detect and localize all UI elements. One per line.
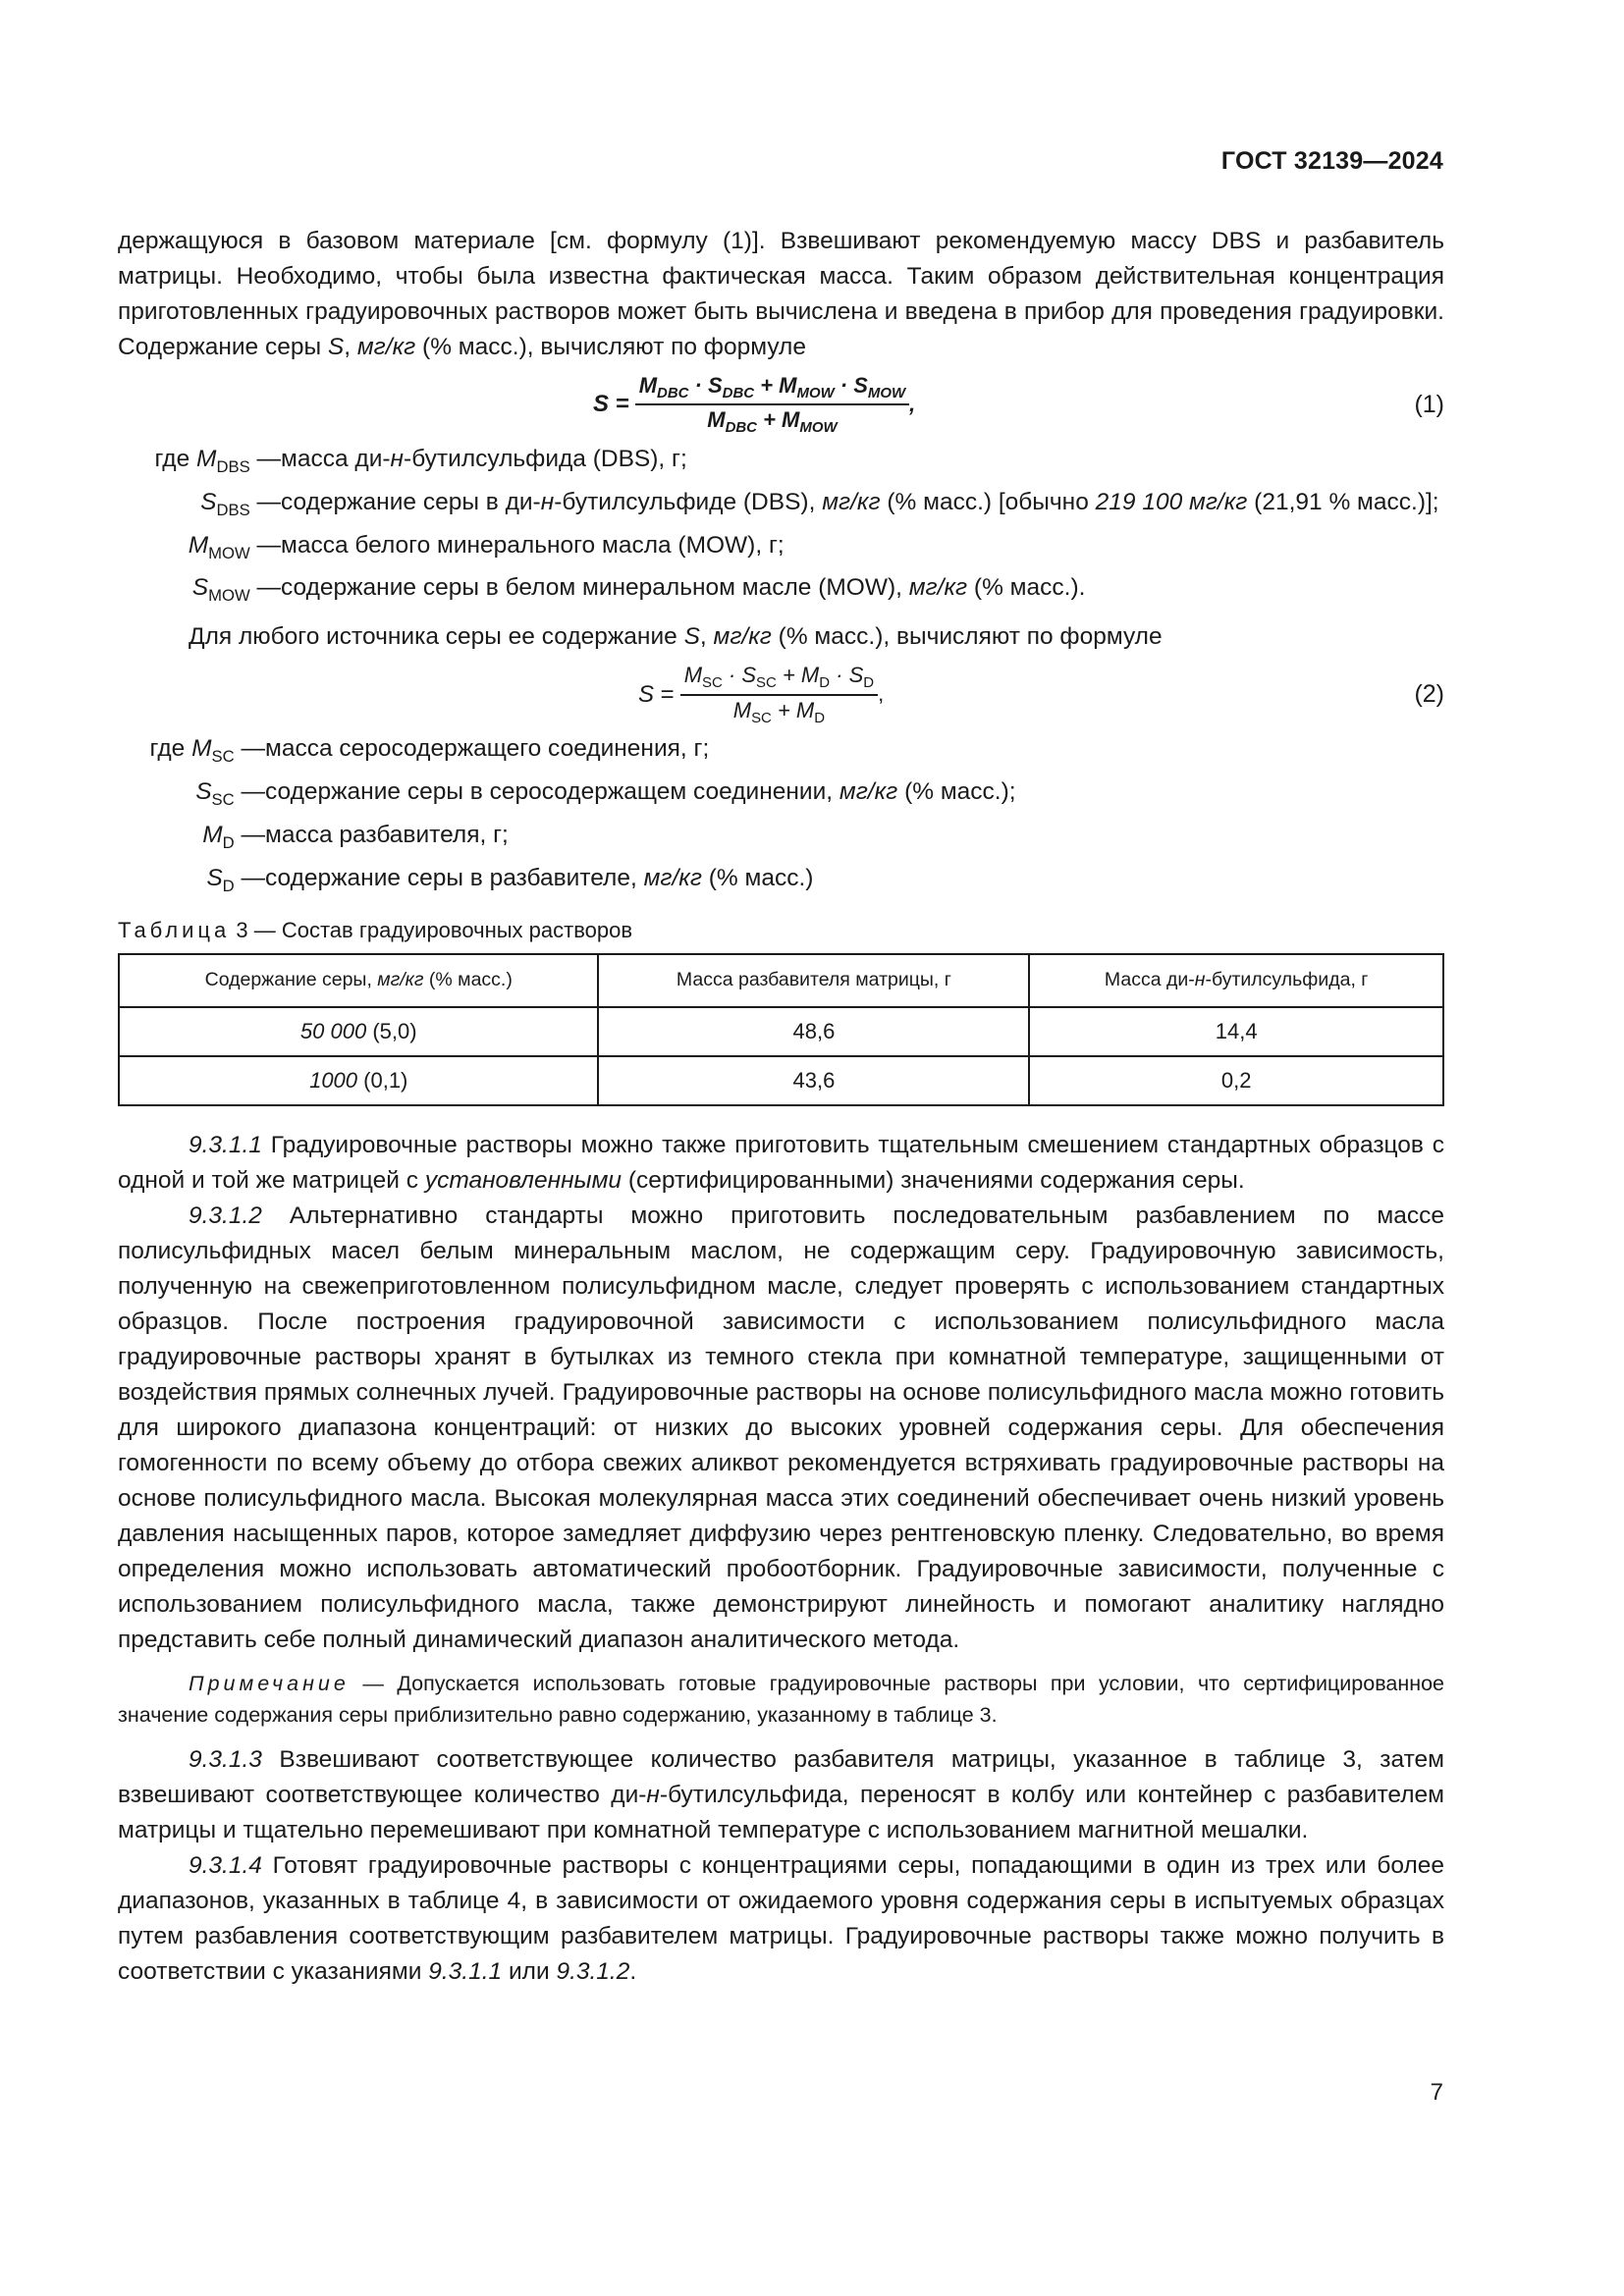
note: Примечание — Допускается использовать готовые градуировочные растворы при условии, что сертифицированное значение содержания серы приблизительно равно содержанию, указанному в таблице 3. xyxy=(118,1671,1444,1727)
table-header-row xyxy=(119,954,1443,1007)
paragraph-9-3-1-3: 9.3.1.3 Взвешивают соответствующее количество разбавителя матрицы, указанное в таблице 3, затем взвешивают соответствующее количество ди-н-бутилсульфида, переносят в колбу или контейнер с разбавителем матрицы и тщательно перемешивают при комнатной температуре с использованием магнитной мешалки. xyxy=(118,1745,1444,1843)
table-cell: 43,6 xyxy=(598,1056,1029,1105)
intro-block xyxy=(118,224,1444,1990)
table-header-cell: Масса ди-н-бутилсульфида, г xyxy=(1029,954,1443,1007)
intro-paragraph: держащуюся в базовом материале [см. формулу (1)]. Взвешивают рекомендуемую массу DBS и разбавитель матрицы. Необходимо, чтобы была известна фактическая масса. Таким образом действительная концентрация приготовленных градуировочных растворов может быть вычислена и введена в прибор для проведения градуировки. Содержание серы S, мг/кг (% масс.), вычисляют по формуле xyxy=(118,228,1444,360)
formula-1-number: (1) xyxy=(1414,391,1444,418)
table-row xyxy=(119,1056,1443,1105)
table-header-cell: Содержание серы, мг/кг (% масс.) xyxy=(119,954,598,1007)
table-cell: 14,4 xyxy=(1029,1007,1443,1056)
definition-item: $M_D$ — масса разбавителя, г; xyxy=(202,821,509,852)
definitions-2 xyxy=(118,731,1444,903)
definition-item: $S_{SC}$ — содержание серы в серосодержащем соединении, мг/кг (% масс.); xyxy=(195,778,1016,809)
table-3 xyxy=(118,953,1444,1106)
formula-2-number: (2) xyxy=(1414,680,1444,709)
definition-item: где $M_{SC}$ — масса серосодержащего соединения, г; xyxy=(149,735,710,767)
paragraph-9-3-1-4: 9.3.1.4 Готовят градуировочные растворы с концентрациями серы, попадающими в один из трех или более диапазонов, указанных в таблице 4, в зависимости от ожидаемого уровня содержания серы в испытуемых образцах путем разбавления соответствующим разбавителем матрицы. Градуировочные растворы также можно получить в соответствии с указаниями 9.3.1.1 или 9.3.1.2. xyxy=(118,1851,1444,1985)
table-3-caption: Таблица 3 — Состав градуировочных растворов xyxy=(118,917,633,942)
definition-item: $S_{DBS}$ — содержание серы в ди-н-бутилсульфиде (DBS), мг/кг (% масс.) [обычно 219 100 мг/кг (21,91 % масс.)]; xyxy=(200,488,1439,519)
table-cell: 1000 (0,1) xyxy=(119,1056,598,1105)
formula-2-denominator: $M_{SC} + M_D$ xyxy=(732,697,826,726)
definition-item: где $M_{DBS}$ — масса ди-н-бутилсульфида (DBS), г; xyxy=(154,446,687,476)
formula-1 xyxy=(118,373,1444,442)
table-cell: 50 000 (5,0) xyxy=(119,1007,598,1056)
table-cell: 0,2 xyxy=(1029,1056,1443,1105)
formula-2-numerator: $M_{SC} \cdot S_{SC} + M_D \cdot S_D$ xyxy=(680,663,878,695)
formula-2-fraction xyxy=(680,663,878,725)
definitions-1 xyxy=(118,442,1444,614)
formula-1-numerator: $M_{DBC} \cdot S_{DBC} + M_{MOW} \cdot S_{MOW}$ xyxy=(635,373,909,405)
formula-2 xyxy=(118,663,1444,731)
formula-1-fraction xyxy=(635,373,909,436)
definition-item: $M_{MOW}$ — масса белого минерального масла (MOW), г; xyxy=(188,531,785,562)
paragraph-9-3-1-2: 9.3.1.2 Альтернативно стандарты можно приготовить последовательным разбавлением по массе полисульфидных масел белым минеральным маслом, не содержащим серу. Градуировочную зависимость, полученную на свежеприготовленном полисульфидном масле, следует проверять с использованием стандартных образцов. После построения градуировочной зависимости с использованием полисульфидного масла градуировочные растворы хранят в бутылках из темного стекла при комнатной температуре, защищенными от воздействия прямых солнечных лучей. Градуировочные растворы на основе полисульфидного масла можно готовить для широкого диапазона концентраций: от низких до высоких уровней содержания серы. Для обеспечения гомогенности по всему объему до отбора свежих аликвот рекомендуется встряхивать градуировочные растворы на основе полисульфидного масла. Высокая молекулярная масса этих соединений обеспечивает очень низкий уровень давления насыщенных паров, которое замедляет диффузию через рентгеновскую пленку. Следовательно, во время определения можно использовать автоматический пробоотборник. Градуировочные зависимости, полученные с использованием полисульфидного масла, также демонстрируют линейность и помогают аналитику наглядно представить себе полный динамический диапазон аналитического метода. xyxy=(118,1201,1444,1653)
table-header-cell: Масса разбавителя матрицы, г xyxy=(598,954,1029,1007)
definition-item: $S_{MOW}$ — содержание серы в белом минеральном масле (MOW), мг/кг (% масс.). xyxy=(191,574,1086,606)
table-cell: 48,6 xyxy=(598,1007,1029,1056)
table-row xyxy=(119,1007,1443,1056)
definition-item: $S_D$ — содержание серы в разбавителе, мг/кг (% масс.) xyxy=(206,864,814,895)
source-paragraph: Для любого источника серы ее содержание S, мг/кг (% масс.), вычисляют по формуле xyxy=(189,623,1163,651)
paragraph-9-3-1-1: 9.3.1.1 Градуировочные растворы можно также приготовить тщательным смешением стандартных образцов с одной и той же матрицей с установленными (сертифицированными) значениями содержания серы. xyxy=(118,1131,1444,1194)
document-id: ГОСТ 32139—2024 xyxy=(1220,147,1443,175)
formula-1-denominator: $M_{DBC} + M_{MOW}$ xyxy=(707,407,838,437)
page-number: 7 xyxy=(1430,2079,1443,2106)
formula-1-expression: S = $\frac{M_{DBC} \cdot S_{DBC} + M_{MOW} \cdot S_{MOW}}{M_{DBC} + M_{MOW}}$ , xyxy=(593,373,916,437)
formula-2-expression: S = $\frac{M_{SC} \cdot S_{SC} + M_D \cdot S_D}{M_{SC} + M_D}$ , xyxy=(638,663,885,726)
